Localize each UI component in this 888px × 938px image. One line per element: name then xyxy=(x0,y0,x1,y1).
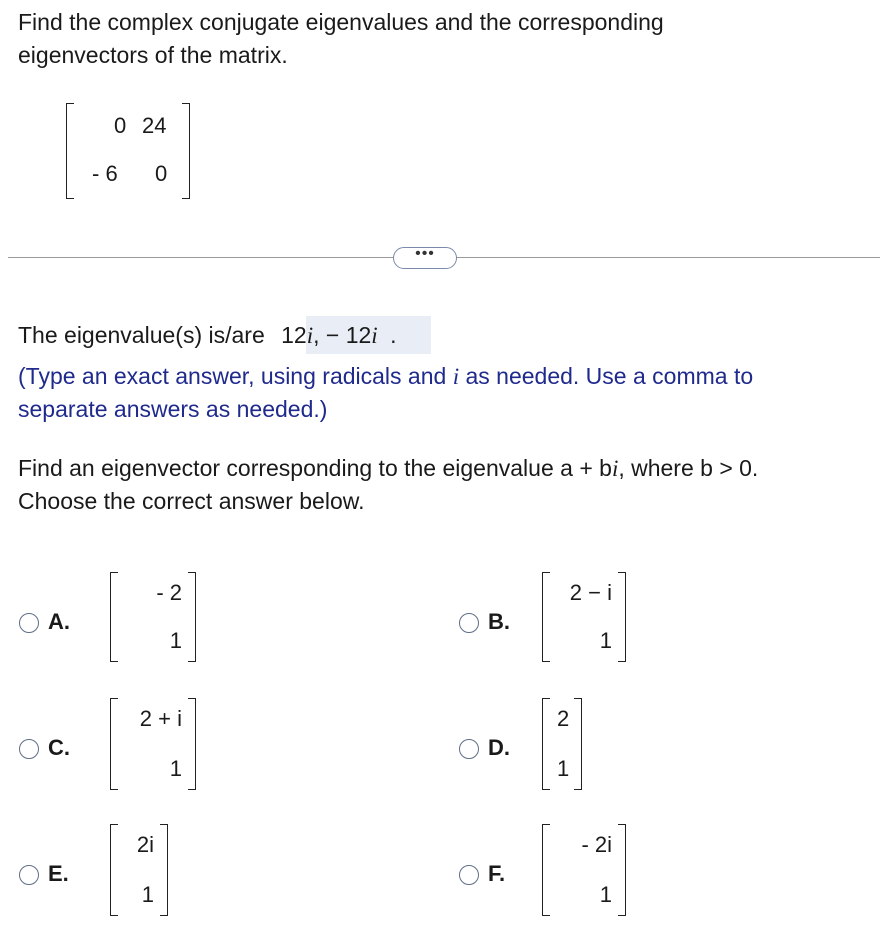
option-e-vector xyxy=(110,824,168,916)
left-bracket xyxy=(542,572,550,662)
matrix-r2c1: - 6 xyxy=(92,161,118,186)
option-c-vector xyxy=(110,698,196,790)
vector-bottom: 1 xyxy=(169,628,182,653)
vector-bottom: 1 xyxy=(599,628,612,653)
vector-bottom: 1 xyxy=(557,756,570,781)
hint-text: (Type an exact answer, using radicals and xyxy=(18,363,447,389)
vector-bottom: 1 xyxy=(169,756,182,781)
left-bracket xyxy=(66,103,74,199)
eigenvector-question xyxy=(18,452,758,518)
answer-part: , − 12 xyxy=(313,322,372,348)
right-bracket xyxy=(188,698,196,790)
option-f-label[interactable]: F. xyxy=(488,861,506,886)
option-e-radio[interactable] xyxy=(19,865,39,885)
vector-bottom: 1 xyxy=(599,882,612,907)
eigenvalue-period: . xyxy=(390,322,397,348)
option-c-radio[interactable] xyxy=(19,739,39,759)
right-bracket xyxy=(574,698,582,790)
vector-question-text: , where b > 0. xyxy=(618,455,759,481)
right-bracket xyxy=(160,824,168,916)
option-f-vector xyxy=(542,824,626,916)
given-matrix xyxy=(66,103,190,199)
option-e-label[interactable]: E. xyxy=(48,861,69,886)
question-text xyxy=(18,6,664,72)
imaginary-unit: i xyxy=(306,323,314,348)
vector-top: 2 xyxy=(557,706,570,731)
left-bracket xyxy=(110,824,118,916)
matrix-r2c2: 0 xyxy=(155,161,168,186)
left-bracket xyxy=(110,572,118,662)
option-a-vector xyxy=(110,572,196,662)
option-b-label[interactable]: B. xyxy=(488,609,510,634)
right-bracket xyxy=(618,572,626,662)
matrix-r1c2: 24 xyxy=(142,113,167,138)
vector-top: - 2i xyxy=(581,832,612,857)
eigenvalue-prompt: The eigenvalue(s) is/are xyxy=(18,322,265,348)
right-bracket xyxy=(182,103,190,199)
option-b-radio[interactable] xyxy=(459,613,479,633)
vector-top: - 2 xyxy=(156,580,182,605)
eigenvalue-hint xyxy=(18,360,753,426)
option-a-label[interactable]: A. xyxy=(48,609,70,634)
vector-bottom: 1 xyxy=(141,882,154,907)
eigenvalue-line xyxy=(18,319,396,352)
option-d-label[interactable]: D. xyxy=(488,735,510,760)
question-line-1: Find the complex conjugate eigenvalues and the corresponding xyxy=(18,9,664,35)
vector-top: 2 − i xyxy=(569,580,612,605)
right-bracket xyxy=(618,824,626,916)
matrix-r1c1: 0 xyxy=(114,113,127,138)
imaginary-unit: i xyxy=(452,364,460,389)
left-bracket xyxy=(542,824,550,916)
imaginary-unit: i xyxy=(371,323,378,348)
vector-question-text: Find an eigenvector corresponding to the eigenvalue a + b xyxy=(18,455,612,481)
vector-top: 2 + i xyxy=(139,706,182,731)
choose-instruction: Choose the correct answer below. xyxy=(18,488,365,514)
hint-text: as needed. Use a comma to xyxy=(465,363,754,389)
hint-line-2: separate answers as needed.) xyxy=(18,396,328,422)
right-bracket xyxy=(188,572,196,662)
answer-part: 12 xyxy=(281,322,307,348)
left-bracket xyxy=(110,698,118,790)
option-c-label[interactable]: C. xyxy=(48,735,70,760)
imaginary-unit: i xyxy=(611,456,619,481)
option-b-vector xyxy=(542,572,626,662)
left-bracket xyxy=(542,698,550,790)
show-more-button[interactable]: ••• xyxy=(393,247,457,269)
vector-top: 2i xyxy=(136,832,154,857)
option-d-radio[interactable] xyxy=(459,739,479,759)
option-a-radio[interactable] xyxy=(19,613,39,633)
option-d-vector xyxy=(542,698,582,790)
option-f-radio[interactable] xyxy=(459,865,479,885)
eigenvalue-answer xyxy=(281,322,378,348)
question-line-2: eigenvectors of the matrix. xyxy=(18,42,288,68)
